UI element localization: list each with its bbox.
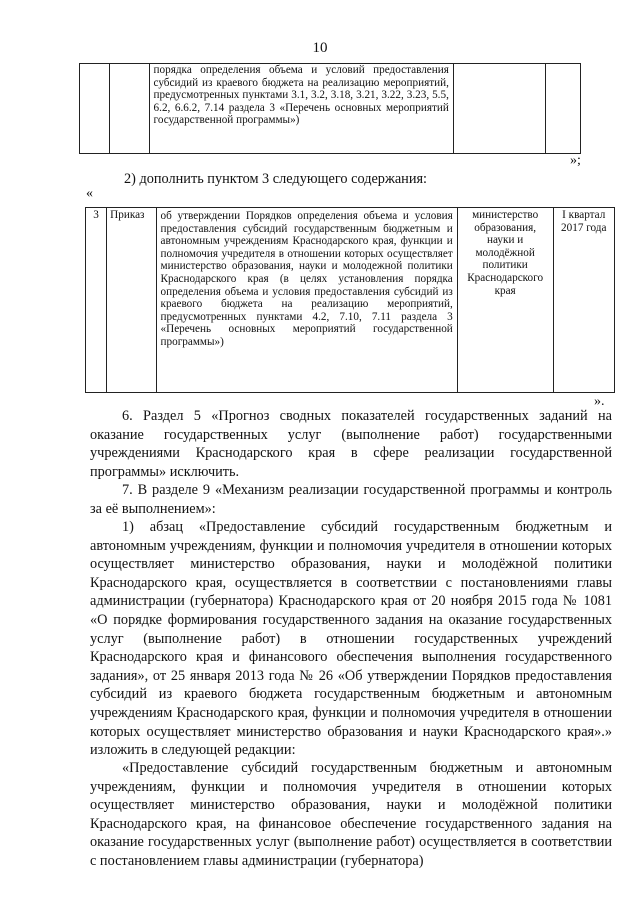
item-2-heading: 2) дополнить пунктом 3 следующего содержания:: [124, 171, 428, 187]
table-cell-text: об утверждении Порядков определения объема и условия предоставления субсидий государственным бюджетным и автономным учреждениям Краснодарского края, функции и полномочия учредителя в отношении которых осуществляет министерство образования, науки и молодежной политики Краснодарского края (в целях установления порядка определения объема и условия предоставления субсидий из краевого бюджета на реализацию мероприятий, предусмотренных пунктами 4.2, 7.10, 7.11 раздела 3 «Перечень основных мероприятий государственной программы»): [156, 208, 457, 393]
paragraph-new-wording: «Предоставление субсидий государственным бюджетным и автономным учреждениям, функции и полномочия учредителя в отношении которых осуществляет министерство образования, науки и молодёжной политики Краснодарского края, на финансовое обеспечение государственного задания на оказание государственных услуг (выполнение работ) осуществляется в соответствии с постановлением главы администрации (губернатора): [90, 760, 612, 869]
page-number: 10: [312, 40, 328, 56]
table-row: [80, 64, 581, 154]
paragraph-7: 7. В разделе 9 «Механизм реализации государственной программы и контроль за её выполнением»:: [90, 482, 612, 517]
new-item-table: [85, 207, 615, 393]
table-cell-text: порядка определения объема и условий предоставления субсидий из краевого бюджета на реализацию мероприятий, предусмотренных пунктами 3.1, 3.2, 3.18, 3.21, 3.22, 3.23, 5.5, 6.2, 6.6.2, 7.14 раздела 3 «Перечень основных мероприятий государственной программы»): [149, 64, 453, 154]
closing-quote-1: »;: [570, 153, 581, 168]
table-cell-doc-type: Приказ: [107, 208, 156, 393]
table-cell-executor: [453, 64, 545, 154]
opening-quote: «: [86, 186, 93, 201]
table-cell-number: 3: [86, 208, 107, 393]
paragraph-6: 6. Раздел 5 «Прогноз сводных показателей государственных заданий на оказание государственных услуг (выполнение работ) государственными учреждениями Краснодарского края в сфере реализации государственной программы» исключить.: [90, 408, 612, 480]
table-cell-deadline: [546, 64, 581, 154]
table-cell-number: [80, 64, 110, 154]
continued-table: [79, 63, 581, 154]
table-row: [86, 208, 615, 393]
table-cell-doc-type: [109, 64, 149, 154]
table-cell-deadline: I квартал 2017 года: [553, 208, 615, 393]
table-cell-executor: министерство образования, науки и молодёжной политики Краснодарского края: [457, 208, 553, 393]
paragraph-7-1: 1) абзац «Предоставление субсидий государственным бюджетным и автономным учреждениям, функции и полномочия учредителя в отношении которых осуществляет министерство образования, науки и молодёжной политики Краснодарского края, осуществляется в соответствии с постановлениями главы администрации (губернатора) Краснодарского края от 20 ноября 2015 года № 1081 «О порядке формирования государственного задания на оказание государственных услуг (выполнение работ) в отношении государственных учреждений Краснодарского края и финансового обеспечения выполнения государственного задания», от 25 января 2013 года № 26 «Об утверждении Порядков предоставления субсидий из краевого бюджета государственным бюджетным и автономным учреждениям Краснодарского края, функции и полномочия учредителя в отношении которых осуществляет министерство образования и науки Краснодарского края».» изложить в следующей редакции:: [90, 519, 612, 759]
closing-quote-2: ».: [594, 394, 605, 409]
